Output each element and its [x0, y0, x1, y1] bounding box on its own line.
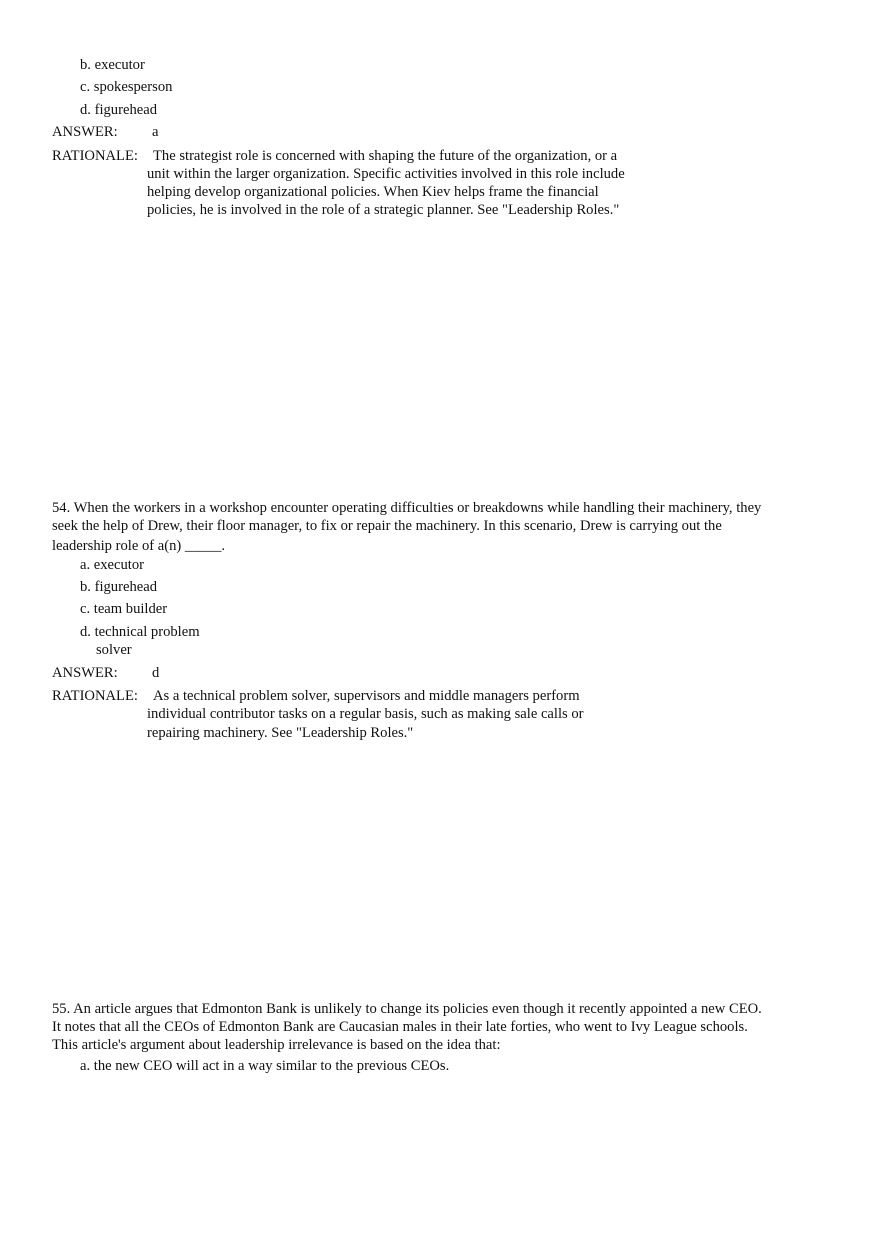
q53-rationale-line: unit within the larger organization. Specific activities involved in this role include — [147, 166, 625, 182]
q53-rationale-line: The strategist role is concerned with shaping the future of the organization, or a — [153, 148, 618, 164]
q53-rationale-line: policies, he is involved in the role of a strategic planner. See "Leadership Roles." — [147, 202, 620, 218]
q53-option-d: d. figurehead — [80, 102, 157, 118]
q54-rationale-line: repairing machinery. See "Leadership Roles." — [147, 725, 414, 741]
q55-option-a: a. the new CEO will act in a way similar to the previous CEOs. — [80, 1058, 450, 1074]
q54-answer-label: ANSWER: — [52, 665, 118, 681]
q54-stem-line: leadership role of a(n) _____. — [52, 538, 226, 554]
q55-stem-line: This article's argument about leadership irrelevance is based on the idea that: — [52, 1037, 501, 1053]
q53-rationale-line: helping develop organizational policies. When Kiev helps frame the financial — [147, 184, 599, 200]
q55-stem-line: 55. An article argues that Edmonton Bank is unlikely to change its policies even though it recently appointed a new CEO. — [52, 1001, 762, 1017]
q54-option-c: c. team builder — [80, 601, 168, 617]
q54-rationale-line: individual contributor tasks on a regular basis, such as making sale calls or — [147, 706, 584, 722]
q53-answer-value: a — [152, 124, 159, 140]
q55-stem-line: It notes that all the CEOs of Edmonton Bank are Caucasian males in their late forties, who went to Ivy League schools. — [52, 1019, 748, 1035]
q54-option-a: a. executor — [80, 557, 145, 573]
q54-option-b: b. figurehead — [80, 579, 157, 595]
q54-option-d: d. technical problem — [80, 624, 200, 640]
q54-answer-value: d — [152, 665, 160, 681]
q54-rationale-line: As a technical problem solver, supervisors and middle managers perform — [153, 688, 580, 704]
q53-option-b: b. executor — [80, 57, 145, 73]
q54-stem-line: 54. When the workers in a workshop encounter operating difficulties or breakdowns while handling their machinery, they — [52, 500, 762, 516]
q54-option-d-continuation: solver — [96, 642, 132, 658]
q54-stem-line: seek the help of Drew, their floor manager, to fix or repair the machinery. In this scenario, Drew is carrying out the — [52, 518, 722, 534]
q53-answer-label: ANSWER: — [52, 124, 118, 140]
q54-rationale-label: RATIONALE: — [52, 688, 138, 704]
q53-option-c: c. spokesperson — [80, 79, 173, 95]
q53-rationale-label: RATIONALE: — [52, 148, 138, 164]
